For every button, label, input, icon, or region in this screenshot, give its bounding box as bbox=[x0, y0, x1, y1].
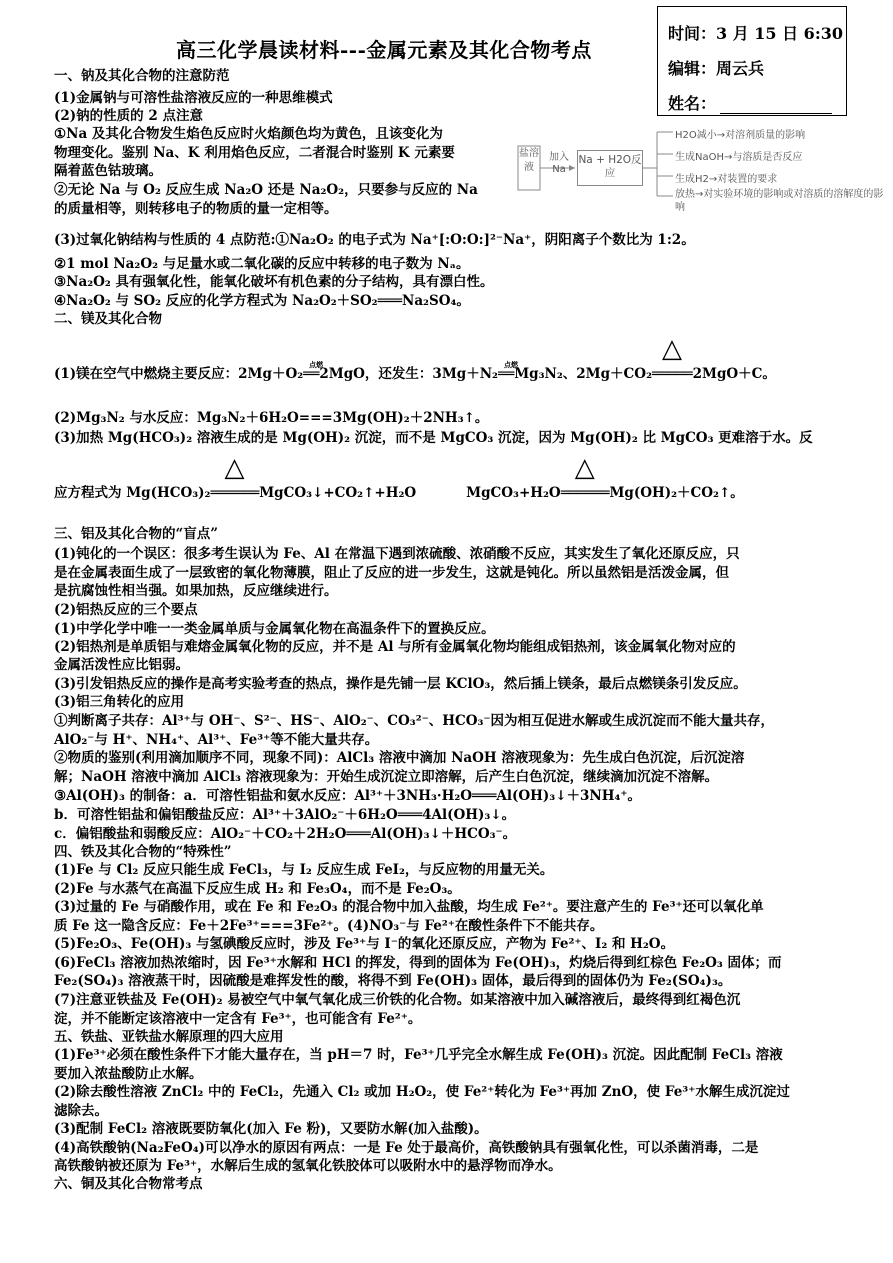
text-line: (2)钠的性质的 2 点注意 bbox=[54, 108, 203, 124]
editor-label: 编辑：周云兵 bbox=[668, 59, 765, 78]
mg3-suffix: Mg(OH)₂＋CO₂↑。 bbox=[609, 485, 744, 501]
heat-triangle-icon: △ bbox=[574, 453, 595, 483]
text-line: (2)Fe 与水蒸气在高温下反应生成 H₂ 和 Fe₃O₄，而不是 Fe₂O₃。 bbox=[54, 881, 461, 897]
text-line: (3)配制 FeCl₂ 溶液既要防氧化(加入 Fe 粉)，又要防水解(加入盐酸)。 bbox=[54, 1121, 488, 1137]
text-line: ③Al(OH)₃ 的制备：a．可溶性铝盐和氨水反应：Al³⁺＋3NH₃·H₂O═══Al(OH)₃↓＋3NH₄⁺。 bbox=[54, 788, 642, 804]
section-2-heading: 二、镁及其化合物 bbox=[54, 311, 162, 327]
heat-triangle-icon: △ bbox=[224, 453, 245, 483]
text-line: 滤除去。 bbox=[54, 1103, 108, 1119]
mg-heat-line bbox=[54, 453, 744, 501]
text-line: (1)中学化学中唯一一类金属单质与金属氧化物在高温条件下的置换反应。 bbox=[54, 621, 495, 637]
cond-ignite-1: 点燃 ══ bbox=[303, 366, 319, 382]
text-line: ③Na₂O₂ 具有强氧化性，能氧化破坏有机色素的分子结构，具有漂白性。 bbox=[54, 274, 494, 290]
text-line: c．偏铝酸盐和弱酸反应：AlO₂⁻＋CO₂＋2H₂O═══Al(OH)₃↓＋HCO₃⁻。 bbox=[54, 826, 517, 842]
page-title: 高三化学晨读材料---金属元素及其化合物考点 bbox=[176, 38, 592, 62]
text-line: ②物质的鉴别(利用滴加顺序不同，现象不同)：AlCl₃ 溶液中滴加 NaOH 溶液现象为：先生成白色沉淀，后沉淀溶 bbox=[54, 750, 745, 766]
mg1-mid2: Mg₃N₂、2Mg＋CO₂ bbox=[514, 366, 652, 382]
mg3-mid: MgCO₃↓+CO₂↑+H₂O bbox=[259, 485, 417, 501]
sodium-diagram bbox=[517, 124, 889, 214]
text-line: Fe₂(SO₄)₃ 溶液蒸干时，因硫酸是难挥发性的酸，将得不到 Fe(OH)₃ 固体，最后得到的固体仍为 Fe₂(SO₄)₃。 bbox=[54, 973, 732, 989]
salt-solution-label: 盐溶液 bbox=[519, 148, 539, 173]
text-line: ①Na 及其化合物发生焰色反应时火焰颜色均为黄色，且该变化为 bbox=[54, 126, 443, 142]
heat-triangle-icon: △ bbox=[661, 334, 682, 364]
text-line: (3)铝三角转化的应用 bbox=[54, 694, 185, 710]
text-line: (3)过量的 Fe 与硝酸作用，或在 Fe 和 Fe₂O₃ 的混合物中加入盐酸，均生成 Fe²⁺。要注意产生的 Fe³⁺还可以氧化单 bbox=[54, 899, 764, 915]
text-line: AlO₂⁻与 H⁺、NH₄⁺、Al³⁺、Fe³⁺等不能大量共存。 bbox=[54, 732, 379, 748]
cond-ignite-2: 点燃 ══ bbox=[498, 366, 514, 382]
text-line: (3)引发铝热反应的操作是高考实验考查的热点，操作是先铺一层 KClO₃，然后插上镁条，最后点燃镁条引发反应。 bbox=[54, 676, 747, 692]
text-line: 淀，并不能断定该溶液中一定含有 Fe³⁺，也可能含有 Fe²⁺。 bbox=[54, 1011, 422, 1027]
diagram-branch-4: 放热→对实验环境的影响或对溶质的溶解度的影响 bbox=[675, 189, 884, 213]
text-line: (2)铝热反应的三个要点 bbox=[54, 602, 198, 618]
text-line: (1)Fe 与 Cl₂ 反应只能生成 FeCl₃，与 I₂ 反应生成 FeI₂，与反应物的用量无关。 bbox=[54, 862, 554, 878]
name-blank[interactable] bbox=[720, 97, 832, 114]
mg1-prefix: (1)镁在空气中燃烧主要反应：2Mg＋O₂ bbox=[54, 366, 304, 382]
text-line: 隔着蓝色钴玻璃。 bbox=[54, 163, 162, 179]
name-row bbox=[668, 91, 832, 114]
text-line: ④Na₂O₂ 与 SO₂ 反应的化学方程式为 Na₂O₂＋SO₂═══Na₂SO₄。 bbox=[54, 293, 470, 309]
mg3-prefix: 应方程式为 Mg(HCO₃)₂ bbox=[54, 485, 211, 501]
text-line: (6)FeCl₃ 溶液加热浓缩时，因 Fe³⁺水解和 HCl 的挥发，得到的固体为 Fe(OH)₃，灼烧后得到红棕色 Fe₂O₃ 固体；而 bbox=[54, 955, 782, 971]
diagram-branch-3: 生成H2→对装置的要求 bbox=[675, 174, 778, 185]
diagram-branch-1: H2O减小→对溶剂质量的影响 bbox=[675, 130, 806, 141]
mg3-part2: MgCO₃+H₂O bbox=[466, 485, 561, 501]
cond-heat-1: △ ═════ bbox=[651, 334, 693, 382]
text-line: 解；NaOH 溶液中滴加 AlCl₃ 溶液现象为：开始生成沉淀立即溶解，后产生白色沉淀，继续滴加沉淀不溶解。 bbox=[54, 769, 719, 785]
mg1-mid1: 2MgO，还发生：3Mg＋N₂ bbox=[319, 366, 498, 382]
text-line: (1)钝化的一个误区：很多考生误认为 Fe、Al 在常温下遇到浓硫酸、浓硝酸不反应，其实发生了氧化还原反应，只 bbox=[54, 546, 740, 562]
text-line: (3)过氧化钠结构与性质的 4 点防范:①Na₂O₂ 的电子式为 Na⁺[:O:O:]²⁻Na⁺，阴阳离子个数比为 1:2。 bbox=[54, 232, 695, 248]
text-line: 金属活泼性应比铝弱。 bbox=[54, 657, 189, 673]
text-line: (2)Mg₃N₂ 与水反应：Mg₃N₂＋6H₂O===3Mg(OH)₂＋2NH₃↑。 bbox=[54, 410, 489, 426]
section-4-heading: 四、铁及其化合物的“特殊性” bbox=[54, 844, 232, 860]
text-line: ②无论 Na 与 O₂ 反应生成 Na₂O 还是 Na₂O₂，只要参与反应的 Na bbox=[54, 182, 478, 198]
add-na-label: 加入Na bbox=[549, 152, 569, 175]
text-line: 是抗腐蚀性相当强。如果加热，反应继续进行。 bbox=[54, 583, 338, 599]
text-line: (5)Fe₂O₃、Fe(OH)₃ 与氢碘酸反应时，涉及 Fe³⁺与 I⁻的氧化还原反应，产物为 Fe²⁺、I₂ 和 H₂O。 bbox=[54, 936, 675, 952]
text-line: 要加入浓盐酸防止水解。 bbox=[54, 1066, 203, 1082]
text-line: 物理变化。鉴别 Na、K 利用焰色反应，二者混合时鉴别 K 元素要 bbox=[54, 145, 455, 161]
na-water-box: Na + H2O反应 bbox=[577, 150, 643, 186]
text-line: 是在金属表面生成了一层致密的氧化物薄膜，阻止了反应的进一步发生，这就是钝化。所以虽然铝是活泼金属，但 bbox=[54, 565, 729, 581]
cond-heat-2: △ ══════ bbox=[210, 453, 260, 501]
cond-ignite-label: 点燃 bbox=[309, 360, 324, 369]
text-line: 高铁酸钠被还原为 Fe³⁺，水解后生成的氢氧化铁胶体可以吸附水中的悬浮物而净水。 bbox=[54, 1158, 562, 1174]
text-line: 的质量相等，则转移电子的物质的量一定相等。 bbox=[54, 201, 338, 217]
text-line: 质 Fe 这一隐含反应：Fe＋2Fe³⁺===3Fe²⁺。(4)NO₃⁻与 Fe²⁺在酸性条件下不能共存。 bbox=[54, 918, 604, 934]
text-line: (2)铝热剂是单质铝与难熔金属氧化物的反应，并不是 Al 与所有金属氧化物均能组成铝热剂，该金属氧化物对应的 bbox=[54, 639, 736, 655]
mg-combustion-line bbox=[54, 334, 776, 382]
text-line: (1)Fe³⁺必须在酸性条件下才能大量存在，当 pH＝7 时，Fe³⁺几乎完全水解生成 Fe(OH)₃ 沉淀。因此配制 FeCl₃ 溶液 bbox=[54, 1047, 783, 1063]
text-line: (3)加热 Mg(HCO₃)₂ 溶液生成的是 Mg(OH)₂ 沉淀，而不是 MgCO₃ 沉淀，因为 Mg(OH)₂ 比 MgCO₃ 更难溶于水。反 bbox=[54, 430, 813, 446]
cond-heat-3: △ ══════ bbox=[560, 453, 610, 501]
text-line: (2)除去酸性溶液 ZnCl₂ 中的 FeCl₂，先通入 Cl₂ 或加 H₂O₂，使 Fe²⁺转化为 Fe³⁺再加 ZnO，使 Fe³⁺水解生成沉淀过 bbox=[54, 1084, 790, 1100]
section-3-heading: 三、铝及其化合物的“盲点” bbox=[54, 526, 219, 542]
section-1-heading: 一、钠及其化合物的注意防范 bbox=[54, 68, 230, 84]
text-line: b．可溶性铝盐和偏铝酸盐反应：Al³⁺＋3AlO₂⁻＋6H₂O═══4Al(OH)₃↓。 bbox=[54, 807, 516, 823]
section-5-heading: 五、铁盐、亚铁盐水解原理的四大应用 bbox=[54, 1029, 284, 1045]
text-line: ②1 mol Na₂O₂ 与足量水或二氧化碳的反应中转移的电子数为 Nₐ。 bbox=[54, 256, 470, 272]
info-box bbox=[657, 6, 847, 116]
section-6-heading: 六、铜及其化合物常考点 bbox=[54, 1176, 203, 1192]
name-label: 姓名： bbox=[668, 94, 717, 113]
cond-ignite-label: 点燃 bbox=[503, 360, 518, 369]
text-line: ①判断离子共存：Al³⁺与 OH⁻、S²⁻、HS⁻、AlO₂⁻、CO₃²⁻、HCO₃⁻因为相互促进水解或生成沉淀而不能大量共存， bbox=[54, 713, 775, 729]
diagram-branch-2: 生成NaOH→与溶质是否反应 bbox=[675, 152, 803, 163]
time-label: 时间：3 月 15 日 6:30 bbox=[668, 24, 843, 43]
text-line: (7)注意亚铁盐及 Fe(OH)₂ 易被空气中氧气氧化成三价铁的化合物。如某溶液中加入碱溶液后，最终得到红褐色沉 bbox=[54, 992, 741, 1008]
text-line: (4)高铁酸钠(Na₂FeO₄)可以净水的原因有两点：一是 Fe 处于最高价，高铁酸钠具有强氧化性，可以杀菌消毒，二是 bbox=[54, 1140, 759, 1156]
mg1-suffix: 2MgO＋C。 bbox=[692, 366, 776, 382]
text-line: (1)金属钠与可溶性盐溶液反应的一种思维模式 bbox=[54, 90, 333, 106]
